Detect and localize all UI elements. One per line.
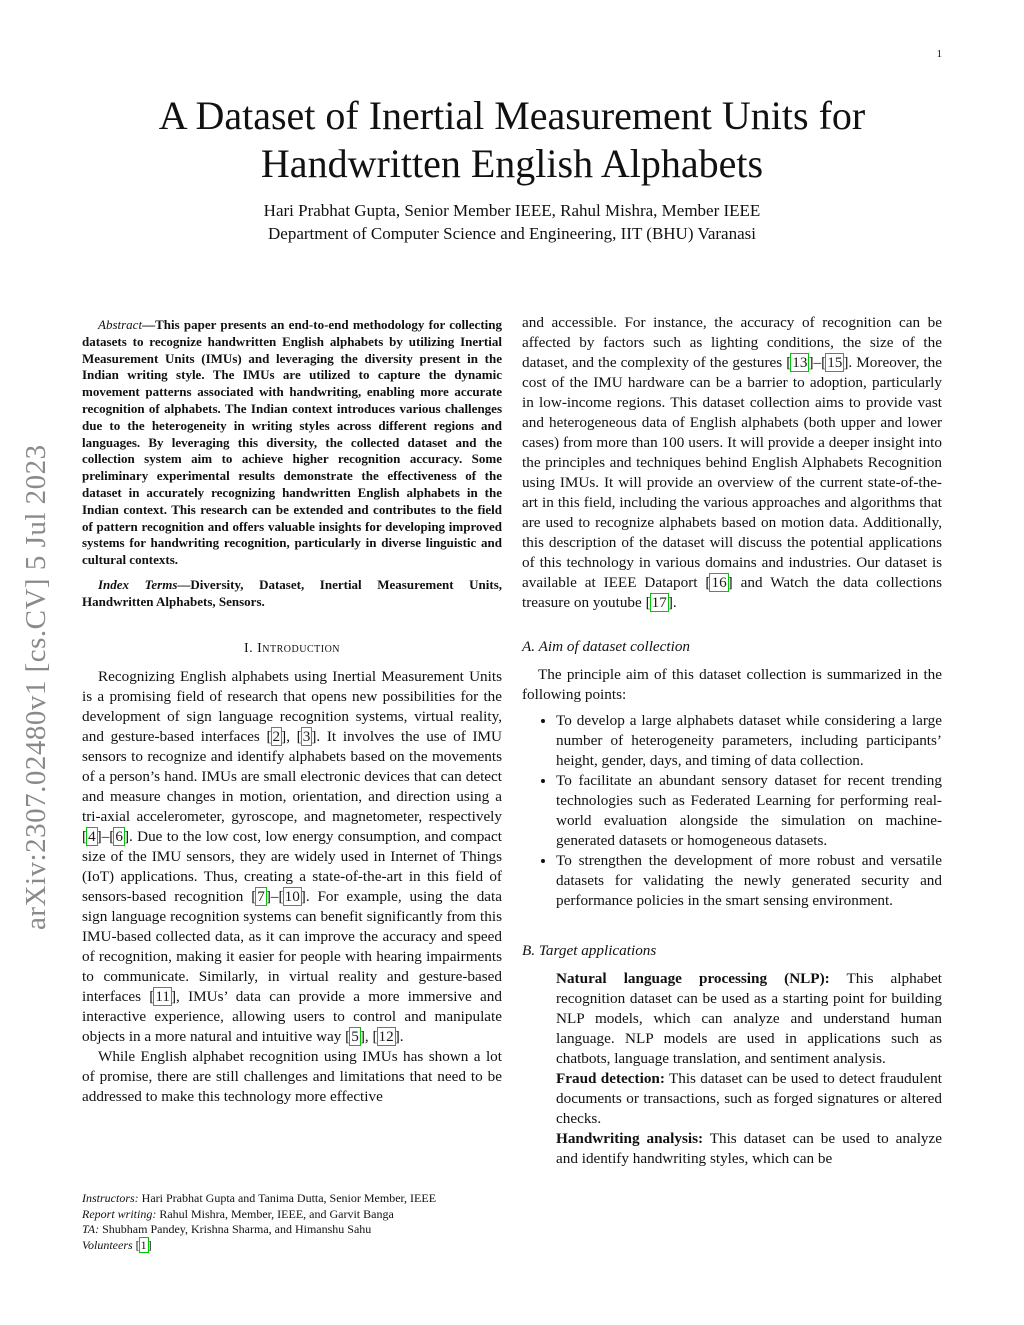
page-number: 1 (936, 48, 942, 60)
abstract-text: This paper presents an end-to-end methodology for collecting datasets to recognize handwritten English alphabets by utilizing Inertial Measurement Units (IMUs) and leveraging the diversity present in the Indian writing style. The IMUs are utilized to capture the dynamic movement patterns associated with handwriting, enabling more accurate recognition of alphabets. The Indian context introduces various challenges due to the heterogeneity in writing styles across different regions and languages. By leveraging this diversity, the collected dataset and the collection system aim to achieve higher recognition accuracy. Some preliminary experimental results demonstrate the effectiveness of the dataset in accurately recognizing handwritten English alphabets in the Indian context. This research can be extended and contributes to the field of pattern recognition and offers valuable insights for developing improved systems for handwriting recognition, particularly in diverse linguistic and cultural contexts. (82, 317, 502, 568)
footnote-ta: TA: Shubham Pandey, Krishna Sharma, and Himanshu Sahu (82, 1222, 372, 1236)
paper-title (0, 92, 1024, 188)
citation-link[interactable]: 2 (272, 727, 281, 745)
list-item: • To facilitate an abundant sensory dataset for recent trending technologies such as Federated Learning for performing real-world evaluation alongside the simulation on machine-generated datasets or homogeneous datasets. (556, 771, 942, 851)
citation-link[interactable]: 3 (302, 727, 311, 745)
subsection-heading-aim: A. Aim of dataset collection (522, 638, 691, 655)
title-line-2: Handwritten English Alphabets (260, 141, 764, 186)
citation-link[interactable]: 1 (140, 1237, 147, 1252)
application-nlp: Natural language processing (NLP): This alphabet recognition dataset can be used as a starting point for building NLP models, which can analyze and understand human language. NLP models are used in applications such as chatbots, language translation, and sentiment analysis. (556, 970, 943, 1067)
citation-link[interactable]: 5 (351, 1027, 359, 1045)
introduction-heading: Introduction (257, 640, 341, 656)
citation-link[interactable]: 15 (827, 354, 843, 371)
section-heading-introduction: I. Introduction (243, 640, 341, 656)
citation-link[interactable]: 13 (792, 354, 808, 371)
index-terms: Index Terms—Diversity, Dataset, Inertial Measurement Units, Handwritten Alphabets, Sensors. (82, 576, 502, 609)
author-names: Hari Prabhat Gupta, Senior Member IEEE, Rahul Mishra, Member IEEE (263, 201, 761, 220)
abstract-label: Abstract (98, 317, 143, 332)
citation-link[interactable]: 16 (711, 574, 727, 591)
citation-link[interactable]: 17 (651, 594, 667, 611)
citation-link[interactable]: 12 (378, 1027, 394, 1045)
intro-paragraph-1: Recognizing English alphabets using Inertial Measurement Units is a promising field of research that opens new possibilities for the development of sign language recognition systems, virtual reality, and gesture-based interfaces [2], [3]. It involves the use of IMU sensors to recognize and identify alphabets based on the movements of a person’s hand. IMUs are small electronic devices that can detect and measure changes in motion, orientation, and direction using a tri-axial accelerometer, gyroscope, and magnetometer, respectively [4]–[6]. Due to the low cost, low energy consumption, and compact size of the IMU sensors, they are widely used in Internet of Things (IoT) applications. Thus, creating a state-of-the-art in this field of sensors-based recognition [7]–[10]. For example, using the data sign language recognition systems can benefit significantly from this IMU-based collected data, as it can improve the accuracy and speed of recognition, making it easier for people with hearing impairments to communicate. Similarly, in virtual reality and gesture-based interfaces [11], IMUs’ data can provide a more immersive and interactive experience, allowing users to control and manipulate objects in a more natural and intuitive way [5], [12]. (82, 667, 502, 1045)
intro-paragraph-2: While English alphabet recognition using IMUs has shown a lot of promise, there are still challenges and limitations that need to be addressed to make this technology more effective (82, 1047, 502, 1105)
footnote-volunteers: Volunteers [1] (82, 1237, 152, 1252)
citation-link[interactable]: 11 (155, 987, 170, 1005)
author-affiliation: Department of Computer Science and Engineering, IIT (BHU) Varanasi (268, 224, 756, 243)
index-terms-text: Diversity, Dataset, Inertial Measurement Units, Handwritten Alphabets, Sensors. (82, 576, 502, 609)
author-block (0, 199, 1024, 245)
footnote-instructors: Instructors: Hari Prabhat Gupta and Tanima Dutta, Senior Member, IEEE (82, 1191, 437, 1205)
subsection-heading-target: B. Target applications (522, 942, 657, 959)
citation-link[interactable]: 7 (257, 887, 265, 905)
citation-link[interactable]: 6 (115, 827, 123, 845)
aim-list (522, 711, 942, 911)
right-paragraph-1: and accessible. For instance, the accuracy of recognition can be affected by factors such as lighting conditions, the size of the dataset, and the complexity of the gestures [13]–[15]. Moreover, the cost of the IMU hardware can be a barrier to adoption, particularly in low-income regions. This dataset collection aims to provide vast and heterogeneous data of English alphabets (both upper and lower cases) from more than 100 users. It will provide a deeper insight into the principles and techniques behind English Alphabets Recognition using IMUs. It will provide an overview of the current state-of-the-art in this field, including the various approaches and algorithms that are used to recognize alphabets based on motion data. Additionally, this description of the dataset will discuss the potential applications of this technology in various domains and industries. Our dataset is available at IEEE Dataport [16] and Watch the data collections treasure on youtube [17]. (522, 314, 942, 611)
citation-link[interactable]: 4 (88, 827, 96, 845)
list-item: • To develop a large alphabets dataset while considering a large number of heterogeneity parameters, including participants’ height, gender, days, and timing of data collection. (556, 711, 942, 771)
footnotes (82, 1191, 502, 1253)
footnote-report: Report writing: Rahul Mishra, Member, IEEE, and Garvit Banga (82, 1206, 394, 1221)
application-handwriting: Handwriting analysis: This dataset can be used to analyze and identify handwriting styles, which can be (556, 1130, 943, 1167)
list-item: • To strengthen the development of more robust and versatile datasets for validating the newly generated security and performance policies in the smart sensing environment. (556, 851, 942, 911)
left-column (82, 313, 502, 1107)
index-terms-label: Index Terms (98, 576, 178, 592)
aim-intro: The principle aim of this dataset collection is summarized in the following points: (522, 666, 942, 703)
right-column (522, 313, 942, 1169)
citation-link[interactable]: 10 (284, 887, 300, 905)
application-fraud: Fraud detection: This dataset can be used to detect fraudulent documents or transactions, such as forged signatures or altered checks. (556, 1070, 943, 1127)
arxiv-stamp[interactable]: arXiv:2307.02480v1 [cs.CV] 5 Jul 2023 (20, 444, 52, 930)
abstract: Abstract—This paper presents an end-to-end methodology for collecting datasets to recognize handwritten English alphabets by utilizing Inertial Measurement Units (IMUs) and leveraging the diversity present in the Indian writing style. The IMUs are utilized to capture the dynamic movement patterns associated with handwriting, enabling more accurate recognition of alphabets. The Indian context introduces various challenges due to the heterogeneity in writing styles across different regions and languages. By leveraging this diversity, the collected dataset and the collection system aim to achieve higher recognition accuracy. Some preliminary experimental results demonstrate the effectiveness of the dataset in accurately recognizing handwritten English alphabets in the Indian context. This research can be extended and contributes to the field of pattern recognition and offers valuable insights for developing improved systems for handwriting recognition, particularly in diverse linguistic and cultural contexts. (82, 317, 502, 568)
title-line-1: A Dataset of Inertial Measurement Units for (158, 93, 866, 138)
